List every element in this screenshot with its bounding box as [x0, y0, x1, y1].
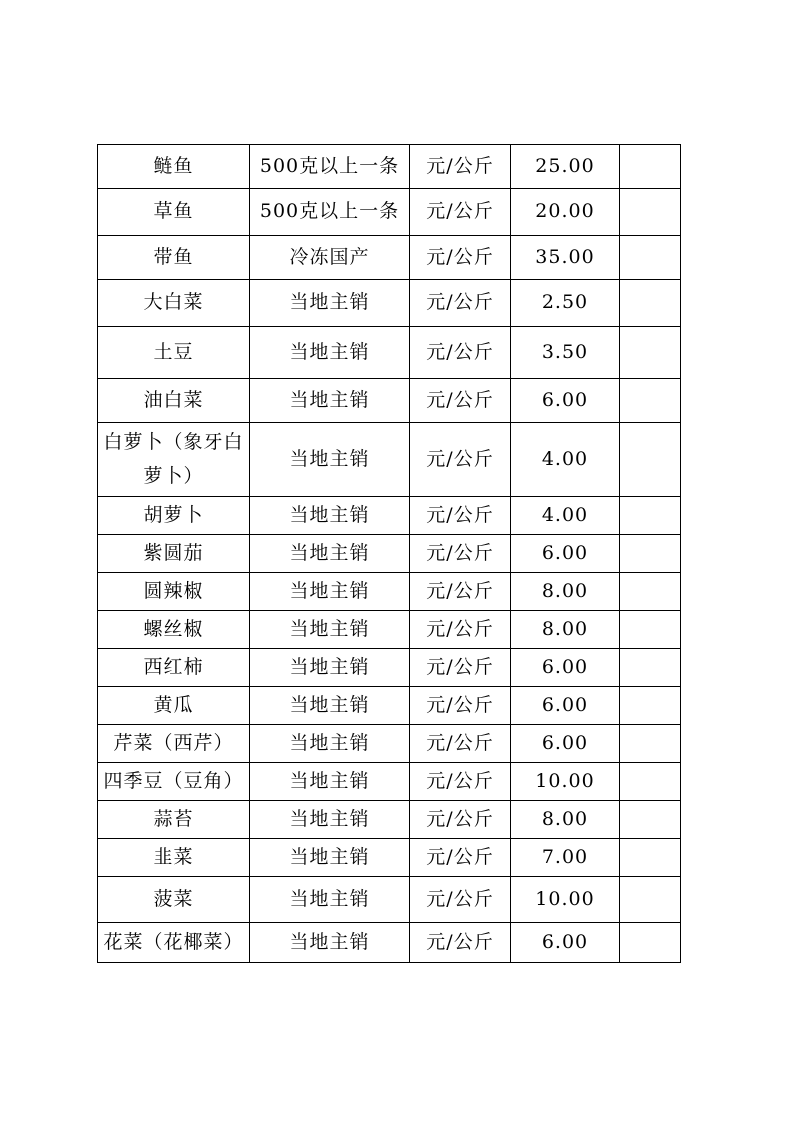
item-spec-cell: 当地主销 — [250, 649, 410, 687]
item-spec-cell: 当地主销 — [250, 611, 410, 649]
table-row — [98, 649, 681, 687]
item-name-cell — [98, 763, 250, 801]
item-name-cell — [98, 497, 250, 535]
item-name-cell — [98, 145, 250, 189]
item-spec-cell: 500克以上一条 — [250, 145, 410, 189]
item-note-cell — [620, 189, 681, 236]
item-name-cell — [98, 839, 250, 877]
item-name-cell — [98, 535, 250, 573]
item-name: 油白菜 — [143, 388, 204, 411]
item-unit-cell: 元/公斤 — [410, 535, 511, 573]
item-spec-cell: 当地主销 — [250, 535, 410, 573]
item-spec-cell: 当地主销 — [250, 379, 410, 423]
item-name-cell — [98, 877, 250, 923]
item-note-cell — [620, 649, 681, 687]
item-note-cell — [620, 145, 681, 189]
table-row — [98, 839, 681, 877]
item-spec-cell: 当地主销 — [250, 327, 410, 379]
table-row — [98, 497, 681, 535]
item-price-cell: 6.00 — [511, 687, 620, 725]
item-name-cell — [98, 280, 250, 327]
item-price-cell: 8.00 — [511, 573, 620, 611]
item-note-cell — [620, 280, 681, 327]
item-price-cell: 4.00 — [511, 497, 620, 535]
item-note-cell — [620, 423, 681, 497]
item-name-cell — [98, 725, 250, 763]
item-unit-cell: 元/公斤 — [410, 725, 511, 763]
item-name: 鲢鱼 — [153, 154, 194, 177]
item-unit-cell: 元/公斤 — [410, 923, 511, 963]
item-spec-cell: 当地主销 — [250, 497, 410, 535]
item-name: 大白菜 — [143, 291, 204, 314]
item-note-cell — [620, 725, 681, 763]
item-name-cell — [98, 923, 250, 963]
item-note-cell — [620, 839, 681, 877]
item-unit-cell: 元/公斤 — [410, 236, 511, 280]
table-row — [98, 379, 681, 423]
item-spec-cell: 当地主销 — [250, 877, 410, 923]
item-name: 蒜苔 — [153, 807, 194, 830]
table-row — [98, 877, 681, 923]
table-row — [98, 687, 681, 725]
item-note-cell — [620, 236, 681, 280]
table-row — [98, 535, 681, 573]
item-price-cell: 35.00 — [511, 236, 620, 280]
item-name-cell — [98, 687, 250, 725]
item-price-cell: 10.00 — [511, 763, 620, 801]
table-row — [98, 423, 681, 497]
item-unit-cell: 元/公斤 — [410, 801, 511, 839]
item-name: 土豆 — [153, 340, 194, 363]
item-spec-cell: 500克以上一条 — [250, 189, 410, 236]
item-name: 菠菜 — [153, 887, 194, 910]
item-spec-cell: 当地主销 — [250, 839, 410, 877]
item-note-cell — [620, 327, 681, 379]
price-table-body — [98, 145, 681, 963]
item-name-cell — [98, 423, 250, 497]
item-name: 草鱼 — [153, 200, 194, 223]
item-price-cell: 4.00 — [511, 423, 620, 497]
item-price-cell: 8.00 — [511, 801, 620, 839]
item-price-cell: 6.00 — [511, 535, 620, 573]
item-note-cell — [620, 611, 681, 649]
item-unit-cell: 元/公斤 — [410, 573, 511, 611]
item-note-cell — [620, 379, 681, 423]
item-name-cell — [98, 573, 250, 611]
item-price-cell: 3.50 — [511, 327, 620, 379]
item-unit-cell: 元/公斤 — [410, 379, 511, 423]
item-note-cell — [620, 801, 681, 839]
table-row — [98, 145, 681, 189]
item-name: 白萝卜（象牙白萝卜） — [103, 431, 244, 487]
item-unit-cell: 元/公斤 — [410, 877, 511, 923]
item-name: 四季豆（豆角） — [103, 769, 244, 792]
item-name: 芹菜（西芹） — [113, 731, 234, 754]
item-price-cell: 2.50 — [511, 280, 620, 327]
table-row — [98, 611, 681, 649]
table-row — [98, 280, 681, 327]
item-spec-cell: 当地主销 — [250, 687, 410, 725]
item-name: 圆辣椒 — [143, 579, 204, 602]
item-name-cell — [98, 379, 250, 423]
item-name-cell — [98, 649, 250, 687]
item-name-cell — [98, 611, 250, 649]
item-unit-cell: 元/公斤 — [410, 687, 511, 725]
item-price-cell: 10.00 — [511, 877, 620, 923]
item-unit-cell: 元/公斤 — [410, 839, 511, 877]
item-unit-cell: 元/公斤 — [410, 611, 511, 649]
item-spec-cell: 当地主销 — [250, 725, 410, 763]
item-name-cell — [98, 189, 250, 236]
item-unit-cell: 元/公斤 — [410, 763, 511, 801]
item-name: 螺丝椒 — [143, 617, 204, 640]
item-spec-cell: 当地主销 — [250, 423, 410, 497]
table-row — [98, 923, 681, 963]
table-row — [98, 763, 681, 801]
item-note-cell — [620, 497, 681, 535]
item-name: 韭菜 — [153, 845, 194, 868]
item-spec-cell: 当地主销 — [250, 573, 410, 611]
item-spec-cell: 当地主销 — [250, 923, 410, 963]
item-price-cell: 20.00 — [511, 189, 620, 236]
table-row — [98, 189, 681, 236]
item-unit-cell: 元/公斤 — [410, 649, 511, 687]
item-name: 花菜（花椰菜） — [103, 930, 244, 953]
table-row — [98, 327, 681, 379]
item-note-cell — [620, 535, 681, 573]
item-unit-cell: 元/公斤 — [410, 497, 511, 535]
item-name: 紫圆茄 — [143, 541, 204, 564]
item-unit-cell: 元/公斤 — [410, 145, 511, 189]
item-name: 西红柿 — [143, 655, 204, 678]
item-spec-cell: 冷冻国产 — [250, 236, 410, 280]
item-price-cell: 6.00 — [511, 923, 620, 963]
item-note-cell — [620, 877, 681, 923]
item-price-cell: 6.00 — [511, 649, 620, 687]
item-note-cell — [620, 687, 681, 725]
item-name-cell — [98, 801, 250, 839]
item-spec-cell: 当地主销 — [250, 280, 410, 327]
item-unit-cell: 元/公斤 — [410, 327, 511, 379]
item-price-cell: 6.00 — [511, 725, 620, 763]
item-unit-cell: 元/公斤 — [410, 189, 511, 236]
item-note-cell — [620, 923, 681, 963]
item-price-cell: 7.00 — [511, 839, 620, 877]
item-unit-cell: 元/公斤 — [410, 423, 511, 497]
table-row — [98, 236, 681, 280]
table-row — [98, 573, 681, 611]
price-table — [97, 144, 681, 963]
item-price-cell: 6.00 — [511, 379, 620, 423]
item-price-cell: 8.00 — [511, 611, 620, 649]
item-note-cell — [620, 763, 681, 801]
item-name: 胡萝卜 — [143, 503, 204, 526]
item-spec-cell: 当地主销 — [250, 763, 410, 801]
item-name-cell — [98, 327, 250, 379]
item-name: 黄瓜 — [153, 693, 194, 716]
item-unit-cell: 元/公斤 — [410, 280, 511, 327]
table-row — [98, 801, 681, 839]
item-spec-cell: 当地主销 — [250, 801, 410, 839]
item-name: 带鱼 — [153, 245, 194, 268]
item-price-cell: 25.00 — [511, 145, 620, 189]
item-note-cell — [620, 573, 681, 611]
table-row — [98, 725, 681, 763]
item-name-cell — [98, 236, 250, 280]
